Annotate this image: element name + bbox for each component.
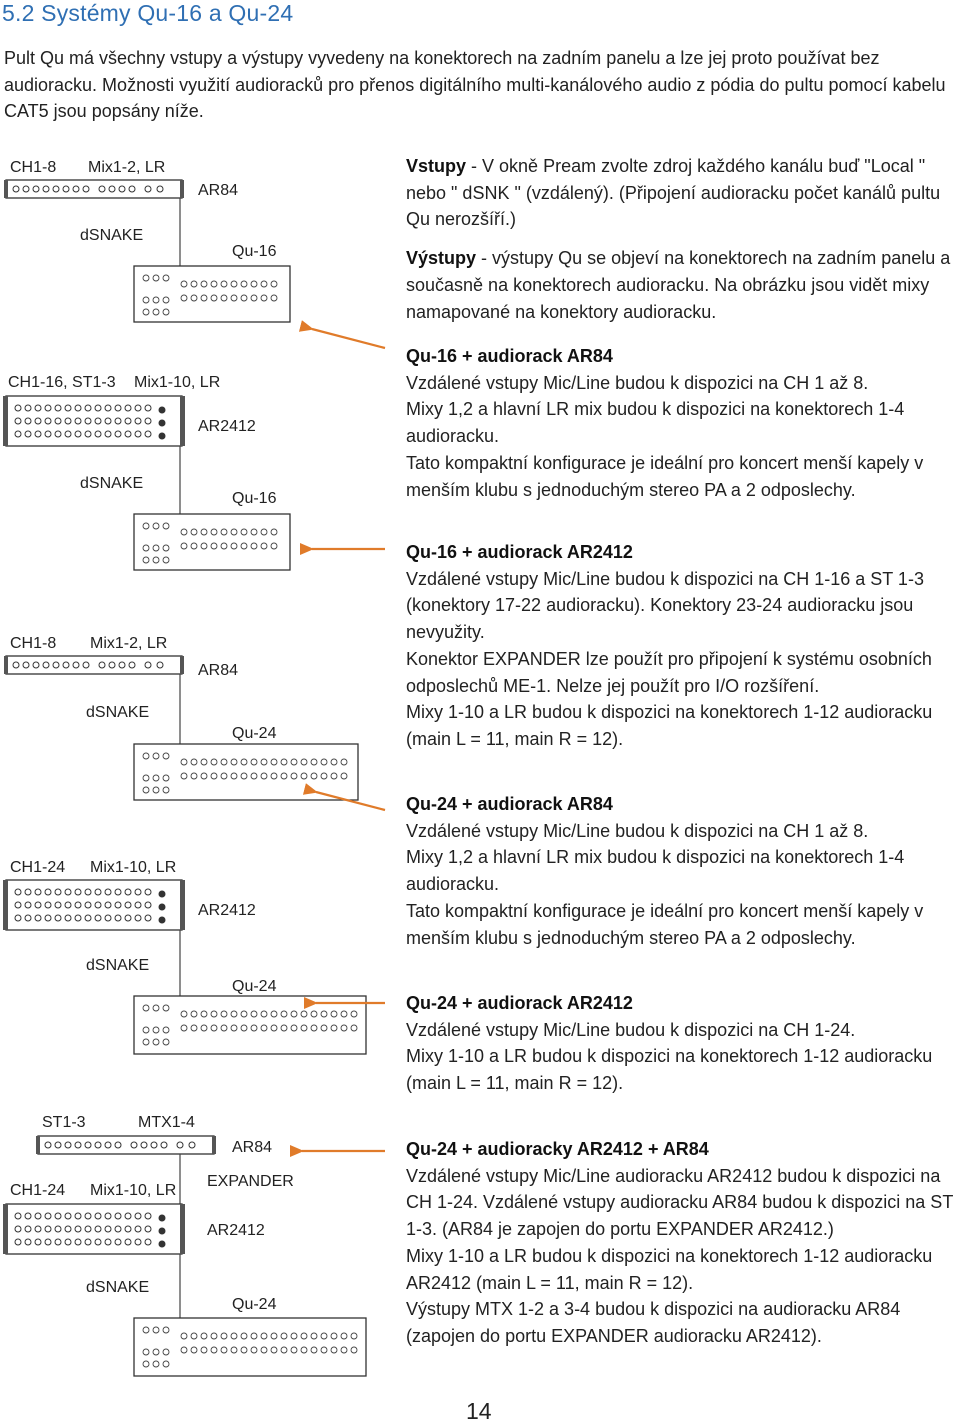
desk-label: Qu-16	[232, 243, 277, 260]
snake-label: dSNAKE	[80, 227, 144, 244]
diagram-qu24-ar84	[4, 635, 385, 810]
section-text: - V okně Pream zvolte zdroj každého kanálu buď "Local " nebo " dSNK " (vzdálený). (Připojení audioracku počet kanálů pultu Qu nerozšíří.)	[406, 156, 941, 230]
rack-label: AR84	[198, 182, 239, 199]
qu16-desk-icon	[134, 514, 290, 570]
section-text: Vzdálené vstupy Mic/Line budou k dispozici na CH 1 až 8.	[406, 820, 869, 841]
qu16-desk-icon	[134, 266, 290, 322]
inputs-label: CH1-8	[10, 635, 57, 652]
section-qu16-ar2412	[406, 539, 958, 753]
section-text: Konektor EXPANDER lze použít pro připojení k systému osobních odposlechů ME-1. Nelze jej použít pro I/O rozšíření.	[406, 648, 932, 696]
section-text: Mixy 1-10 a LR budou k dispozici na konektorech 1-12 audioracku (main L = 11, main R = 12).	[406, 1046, 933, 1094]
section-text: Mixy 1-10 a LR budou k dispozici na konektorech 1-12 audioracku AR2412 (main L = 11, main R = 12).	[406, 1245, 933, 1293]
qu24-desk-icon	[134, 744, 358, 800]
pointer-arrow	[312, 329, 385, 348]
section-qu24-ar2412	[406, 990, 958, 1097]
outputs-label: Mix1-2, LR	[88, 159, 166, 176]
qu24-desk-icon	[134, 996, 366, 1054]
section-text: Vzdálené vstupy Mic/Line audioracku AR2412 budou k dispozici na CH 1-24. Vzdálené vstupy audioracku AR84 budou k dispozici na ST 1-3. (AR84 je zapojen do portu EXPANDER AR2412.)	[406, 1165, 953, 1240]
ar2412-rack-icon	[3, 880, 185, 930]
snake-label: dSNAKE	[86, 1279, 150, 1296]
outputs-label: MTX1-4	[138, 1114, 195, 1131]
qu24-desk-icon	[134, 1318, 366, 1376]
page-heading: 5.2 Systémy Qu-16 a Qu-24	[2, 0, 294, 26]
intro-paragraph: Pult Qu má všechny vstupy a výstupy vyvedeny na konektorech na zadním panelu a lze jej proto používat bez audioracku. Možnosti využití audioracků pro přenos digitálního multi-kanálového audio z pódia do pultu pomocí kabelu CAT5 jsou popsány níže.	[4, 48, 946, 121]
section-text: - výstupy Qu se objeví na konektorech na zadním panelu a současně na konektorech audioracku. Na obrázku jsou vidět mixy namapované na konektory audioracku.	[406, 248, 951, 322]
ar84-rack-icon	[4, 656, 184, 674]
section-text: Mixy 1,2 a hlavní LR mix budou k dispozici na konektorech 1-4 audioracku.	[406, 399, 905, 447]
section-text: Vzdálené vstupy Mic/Line budou k dispozici na CH 1-24.	[406, 1019, 856, 1040]
page-number: 14	[466, 1398, 492, 1424]
section-text: Vzdálené vstupy Mic/Line budou k dispozici na CH 1 až 8.	[406, 372, 869, 393]
rack-label: AR2412	[198, 418, 256, 435]
outputs-label: Mix1-10, LR	[90, 1182, 177, 1199]
desk-label: Qu-24	[232, 1296, 277, 1313]
desk-label: Qu-16	[232, 490, 277, 507]
inputs-label: ST1-3	[42, 1114, 86, 1131]
snake-label: dSNAKE	[80, 475, 144, 492]
desk-label: Qu-24	[232, 978, 277, 995]
rack-label: AR2412	[207, 1222, 265, 1239]
section-inputs-outputs	[406, 153, 958, 325]
section-qu24-ar2412-ar84	[406, 1136, 958, 1350]
expander-label: EXPANDER	[207, 1173, 294, 1190]
section-title: Vstupy	[406, 156, 467, 176]
diagram-qu16-ar84	[4, 159, 385, 348]
section-title: Výstupy	[406, 248, 477, 269]
inputs-label: CH1-24	[10, 1182, 66, 1199]
section-text: Mixy 1-10 a LR budou k dispozici na konektorech 1-12 audioracku (main L = 11, main R = 12).	[406, 702, 933, 749]
section-title: Qu-16 + audiorack AR84	[406, 346, 613, 366]
rack-label: AR84	[198, 662, 239, 679]
diagram-qu16-ar2412	[3, 374, 385, 570]
ar84-rack-icon	[4, 180, 184, 198]
diagram-qu24-ar2412	[3, 859, 385, 1054]
snake-label: dSNAKE	[86, 957, 150, 974]
outputs-label: Mix1-2, LR	[90, 635, 168, 652]
outputs-label: Mix1-10, LR	[90, 859, 177, 876]
section-qu24-ar84	[406, 791, 958, 951]
snake-label: dSNAKE	[86, 704, 150, 721]
ar84-rack-icon	[36, 1136, 216, 1154]
inputs-label: CH1-16, ST1-3	[8, 374, 116, 391]
section-title: Qu-24 + audiorack AR84	[406, 794, 613, 814]
diagram-qu24-ar2412-ar84	[3, 1114, 385, 1376]
section-text: Vzdálené vstupy Mic/Line budou k dispozici na CH 1-16 a ST 1-3 (konektory 17-22 audioracku). Konektory 23-24 audioracku jsou nevyužity.	[406, 568, 924, 643]
desk-label: Qu-24	[232, 725, 277, 742]
section-title: Qu-24 + audioracky AR2412 + AR84	[406, 1139, 709, 1159]
section-text: Tato kompaktní konfigurace je ideální pro koncert menší kapely v menším klubu s jednoduchým stereo PA a 2 odposlechy.	[406, 900, 924, 948]
section-title: Qu-16 + audiorack AR2412	[406, 542, 633, 562]
section-qu16-ar84	[406, 343, 958, 503]
ar2412-rack-icon	[3, 1204, 185, 1254]
rack-label: AR84	[232, 1139, 273, 1156]
rack-label: AR2412	[198, 902, 256, 919]
section-text: Tato kompaktní konfigurace je ideální pro koncert menší kapely v menším klubu s jednoduchým stereo PA a 2 odposlechy.	[406, 452, 924, 500]
outputs-label: Mix1-10, LR	[134, 374, 221, 391]
section-title: Qu-24 + audiorack AR2412	[406, 993, 633, 1013]
diagrams	[0, 0, 400, 1400]
inputs-label: CH1-24	[10, 859, 66, 876]
section-text: Výstupy MTX 1-2 a 3-4 budou k dispozici na audioracku AR84 (zapojen do portu EXPANDER audioracku AR2412).	[406, 1299, 901, 1346]
ar2412-rack-icon	[3, 396, 185, 446]
section-text: Mixy 1,2 a hlavní LR mix budou k dispozici na konektorech 1-4 audioracku.	[406, 847, 905, 895]
inputs-label: CH1-8	[10, 159, 57, 176]
